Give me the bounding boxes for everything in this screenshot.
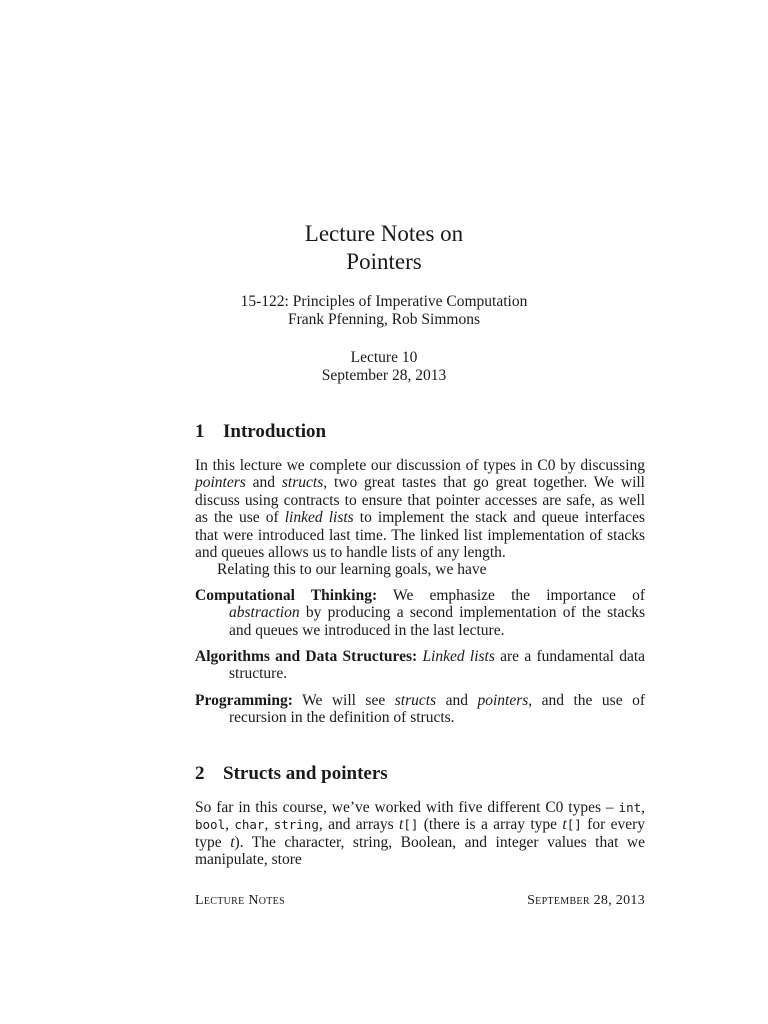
- intro-paragraph: In this lecture we complete our discussion of types in C0 by discussing pointers and structs, two great tastes that go great together. We will discuss using contracts to ensure that pointer accesses are safe, as well as the use of linked lists to implement the stack and queue interfaces that were introduced last time. The linked list implementation of stacks and queues allows us to handle lists of any length.: [195, 457, 646, 562]
- title-block: [0, 220, 768, 276]
- document-title-line1: Lecture Notes on: [304, 221, 464, 246]
- authors: Frank Pfenning, Rob Simmons: [287, 311, 481, 328]
- section-2: [195, 763, 645, 869]
- meta-block: [0, 293, 768, 385]
- goal-computational-thinking: Computational Thinking: We emphasize the importance of abstraction by producing a second implementation of the stacks and queues we introduced in the last lecture.: [195, 586, 646, 639]
- section-number: 2: [195, 763, 205, 784]
- section-title: Structs and pointers: [223, 763, 388, 784]
- section-1: [195, 421, 645, 727]
- document-title-line2: Pointers: [346, 249, 422, 274]
- section-title: Introduction: [223, 421, 327, 442]
- page-footer: [195, 893, 645, 909]
- section-heading: [195, 763, 645, 785]
- section-heading: [195, 421, 645, 443]
- course-name: 15-122: Principles of Imperative Computation: [240, 293, 528, 310]
- footer-left: Lecture Notes: [195, 893, 285, 908]
- goal-algorithms: Algorithms and Data Structures: Linked lists are a fundamental data structure.: [195, 648, 646, 683]
- footer-date: September 28, 2013: [527, 893, 645, 908]
- lecture-date: September 28, 2013: [321, 367, 447, 384]
- section2-paragraph: So far in this course, we’ve worked with five different C0 types – int, bool, char, string, and arrays t[] (there is a array type t[] for every type t). The character, string, Boolean, and integer values that we manipulate, store: [195, 799, 646, 869]
- goals-intro: Relating this to our learning goals, we have: [217, 561, 487, 579]
- lecture-number: Lecture 10: [350, 349, 418, 366]
- goal-programming: Programming: We will see structs and pointers, and the use of recursion in the definition of structs.: [195, 691, 645, 727]
- section-number: 1: [195, 421, 205, 442]
